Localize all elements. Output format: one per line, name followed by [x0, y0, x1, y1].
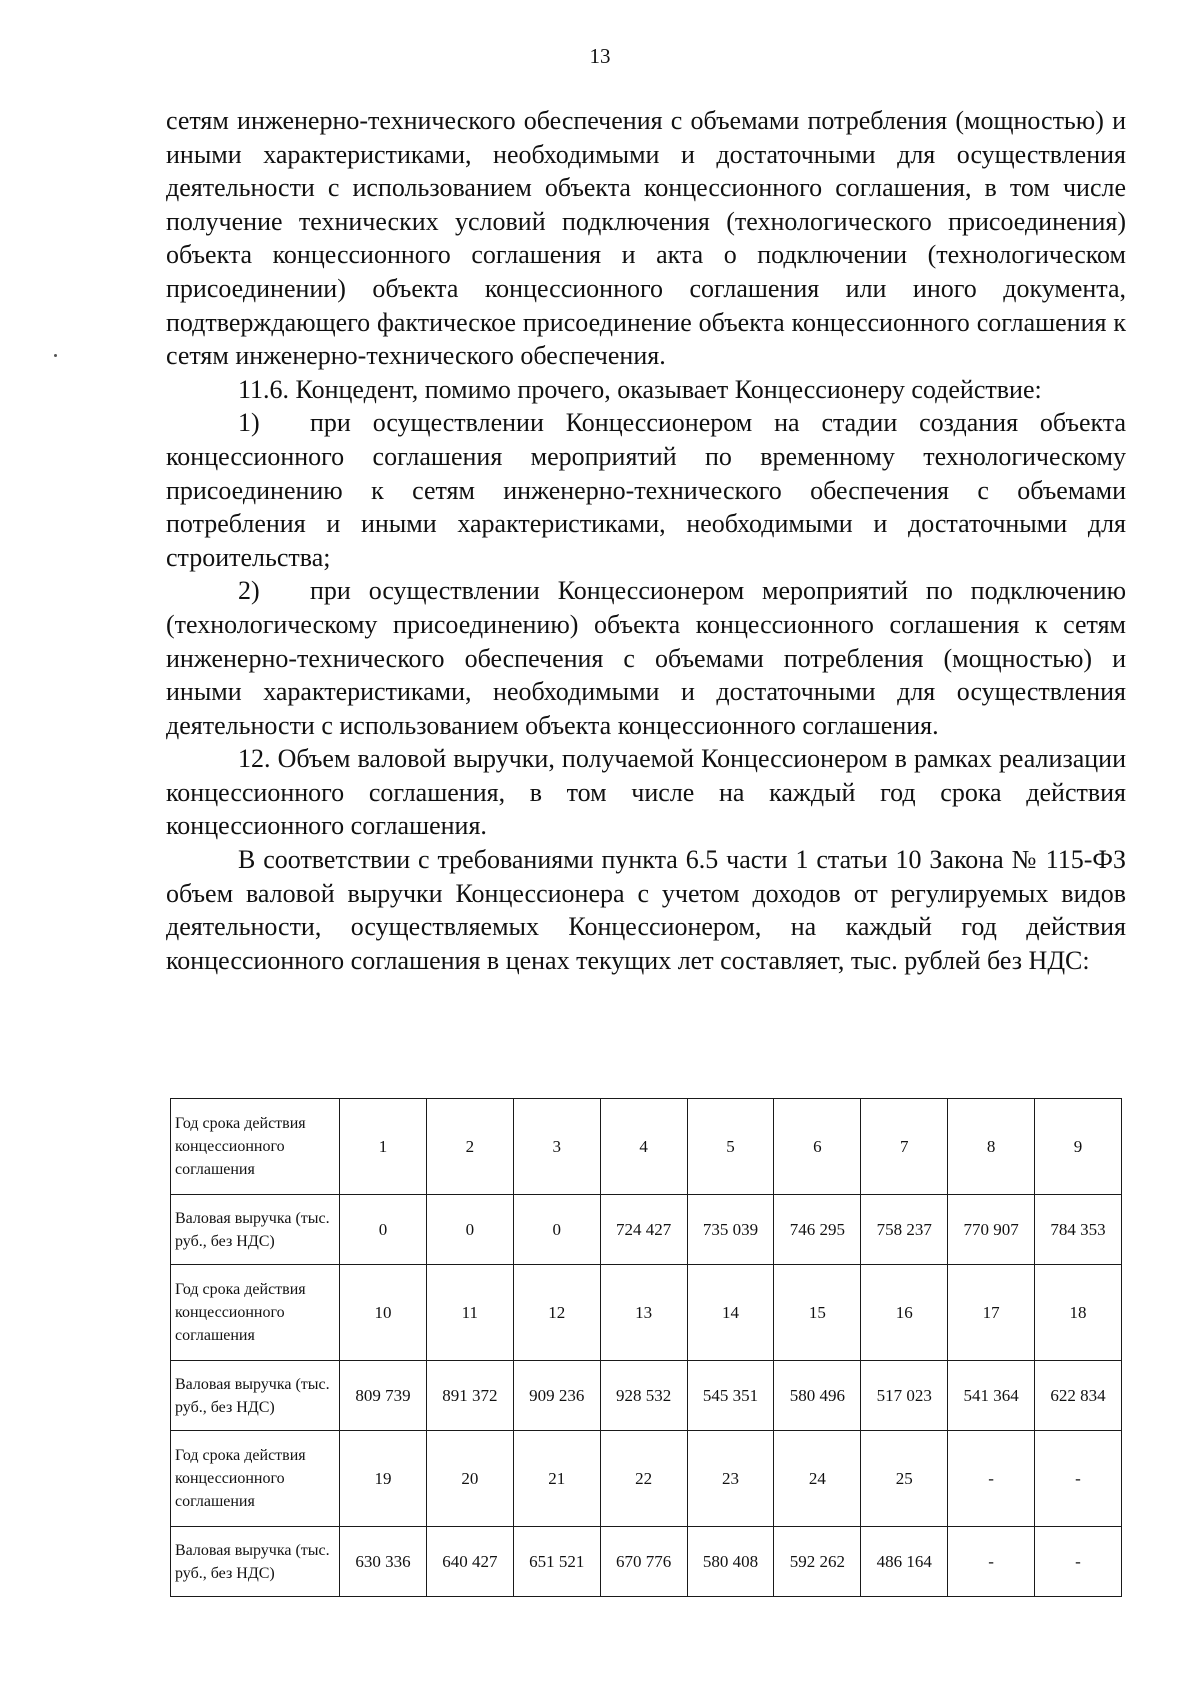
table-cell-revenue: 622 834: [1035, 1361, 1122, 1431]
table-cell-revenue: 580 408: [687, 1527, 774, 1597]
table-cell-year: 13: [600, 1265, 687, 1361]
table-cell-revenue: 809 739: [340, 1361, 427, 1431]
table-cell-revenue: -: [1035, 1527, 1122, 1597]
table-cell-revenue: 724 427: [600, 1195, 687, 1265]
row-header-revenue: Валовая выручка (тыс. руб., без НДС): [171, 1361, 340, 1431]
table-cell-year: 21: [513, 1431, 600, 1527]
table-cell-year: 6: [774, 1099, 861, 1195]
list-item-1: [166, 406, 1126, 574]
table-cell-year: 2: [426, 1099, 513, 1195]
paragraph-revenue-intro: В соответствии с требованиями пункта 6.5 части 1 статьи 10 Закона № 115-ФЗ объем валовой выручки Концессионера с учетом доходов от регулируемых видов деятельности, осуществляемых Концессионером, на каждый год действия концессионного соглашения в ценах текущих лет составляет, тыс. рублей без НДС:: [166, 845, 1126, 975]
list-item-2-number: 2): [238, 576, 260, 606]
table-cell-revenue: 651 521: [513, 1527, 600, 1597]
table-cell-revenue: 735 039: [687, 1195, 774, 1265]
table-cell-revenue: 784 353: [1035, 1195, 1122, 1265]
table-cell-year: 9: [1035, 1099, 1122, 1195]
paragraph-continuation: сетям инженерно-технического обеспечения с объемами потребления (мощностью) и иными характеристиками, необходимыми и достаточными для осуществления деятельности с использованием объекта концессионного соглашения, в том числе получение технических условий подключения (технологического присоединения) объекта концессионного соглашения и акта о подключении (технологическом присоединении) объекта концессионного соглашения или иного документа, подтверждающего фактическое присоединение объекта концессионного соглашения к сетям инженерно-технического обеспечения.: [166, 106, 1126, 371]
table-row-revenue: [171, 1527, 1122, 1597]
row-header-year: Год срока действия концессионного соглашения: [171, 1099, 340, 1195]
list-item-1-number: 1): [238, 408, 260, 438]
table-cell-year: 24: [774, 1431, 861, 1527]
table-row-revenue: [171, 1361, 1122, 1431]
table-cell-revenue: 592 262: [774, 1527, 861, 1597]
body-text: [166, 104, 1126, 977]
table-cell-revenue: 580 496: [774, 1361, 861, 1431]
table-cell-year: 23: [687, 1431, 774, 1527]
table-cell-revenue: 770 907: [948, 1195, 1035, 1265]
revenue-table: [170, 1098, 1122, 1597]
table-cell-revenue: 541 364: [948, 1361, 1035, 1431]
row-header-revenue: Валовая выручка (тыс. руб., без НДС): [171, 1195, 340, 1265]
table-cell-year: 3: [513, 1099, 600, 1195]
table-cell-revenue: -: [948, 1527, 1035, 1597]
paragraph-11-6: 11.6. Концедент, помимо прочего, оказывает Концессионеру содействие:: [238, 374, 1042, 404]
table-cell-year: 10: [340, 1265, 427, 1361]
list-item-1-text: при осуществлении Концессионером на стадии создания объекта концессионного соглашения мероприятий по временному технологическому присоединению к сетям инженерно-технического обеспечения с объемами потребления и иными характеристиками, необходимыми и достаточными для строительства;: [166, 408, 1126, 572]
row-header-year: Год срока действия концессионного соглашения: [171, 1431, 340, 1527]
table-cell-revenue: 486 164: [861, 1527, 948, 1597]
table-cell-year: 14: [687, 1265, 774, 1361]
table-row-years: [171, 1431, 1122, 1527]
table-cell-year: 4: [600, 1099, 687, 1195]
table-cell-revenue: 640 427: [426, 1527, 513, 1597]
scan-artifact: [54, 354, 57, 357]
table-cell-year: 15: [774, 1265, 861, 1361]
table-cell-year: 8: [948, 1099, 1035, 1195]
table-cell-revenue: 0: [340, 1195, 427, 1265]
table-cell-revenue: 746 295: [774, 1195, 861, 1265]
table-cell-year: 16: [861, 1265, 948, 1361]
table-cell-revenue: 630 336: [340, 1527, 427, 1597]
table-cell-revenue: 0: [426, 1195, 513, 1265]
paragraph-12: 12. Объем валовой выручки, получаемой Концессионером в рамках реализации концессионного соглашения, в том числе на каждый год срока действия концессионного соглашения.: [166, 744, 1126, 841]
table-cell-revenue: 891 372: [426, 1361, 513, 1431]
table-cell-year: 11: [426, 1265, 513, 1361]
page-number: 13: [589, 44, 611, 68]
table-cell-year: 17: [948, 1265, 1035, 1361]
table-cell-year: 22: [600, 1431, 687, 1527]
table-row-years: [171, 1099, 1122, 1195]
table-cell-revenue: 928 532: [600, 1361, 687, 1431]
table-cell-year: 12: [513, 1265, 600, 1361]
table-cell-year: 1: [340, 1099, 427, 1195]
list-item-2-text: при осуществлении Концессионером мероприятий по подключению (технологическому присоединению) объекта концессионного соглашения к сетям инженерно-технического обеспечения с объемами потребления (мощностью) и иными характеристиками, необходимыми и достаточными для осуществления деятельности с использованием объекта концессионного соглашения.: [166, 576, 1126, 740]
table-cell-revenue: 545 351: [687, 1361, 774, 1431]
table-cell-revenue: 0: [513, 1195, 600, 1265]
table-cell-year: 18: [1035, 1265, 1122, 1361]
table-cell-revenue: 909 236: [513, 1361, 600, 1431]
table-row-years: [171, 1265, 1122, 1361]
row-header-revenue: Валовая выручка (тыс. руб., без НДС): [171, 1527, 340, 1597]
table-cell-year: 19: [340, 1431, 427, 1527]
row-header-year: Год срока действия концессионного соглашения: [171, 1265, 340, 1361]
table-cell-revenue: 758 237: [861, 1195, 948, 1265]
table-cell-year: -: [1035, 1431, 1122, 1527]
table-cell-revenue: 517 023: [861, 1361, 948, 1431]
table-cell-year: 25: [861, 1431, 948, 1527]
list-item-2: [166, 574, 1126, 742]
table-cell-year: 20: [426, 1431, 513, 1527]
table-cell-year: -: [948, 1431, 1035, 1527]
table-cell-year: 5: [687, 1099, 774, 1195]
table-cell-revenue: 670 776: [600, 1527, 687, 1597]
table-cell-year: 7: [861, 1099, 948, 1195]
table-row-revenue: [171, 1195, 1122, 1265]
